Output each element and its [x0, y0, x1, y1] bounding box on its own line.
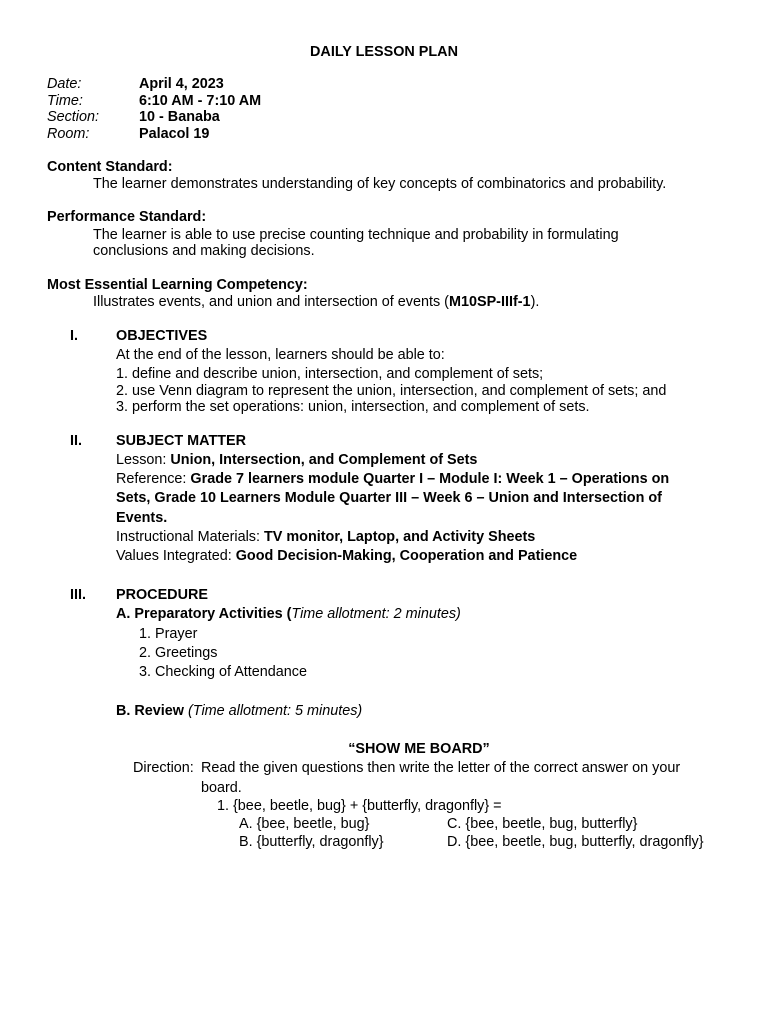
lesson-line [116, 452, 477, 469]
objective-item: 3. perform the set operations: union, intersection, and complement of sets. [116, 399, 590, 415]
values-value: Good Decision-Making, Cooperation and Patience [235, 548, 578, 564]
lesson-label: Lesson: [116, 452, 171, 468]
materials-label: Instructional Materials: [116, 529, 264, 545]
review-time: (Time allotment: 5 minutes) [187, 703, 363, 719]
values-label: Values Integrated: [116, 548, 236, 564]
objective-item: 2. use Venn diagram to represent the union, intersection, and complement of sets; and [116, 383, 667, 399]
values-line [116, 548, 577, 565]
choice-c: C. {bee, beetle, bug, butterfly} [447, 816, 638, 832]
document-title: DAILY LESSON PLAN [310, 44, 458, 60]
performance-standard-heading: Performance Standard: [47, 209, 207, 225]
reference-line [116, 471, 669, 488]
time-label: Time: [47, 93, 83, 109]
objectives-intro: At the end of the lesson, learners should be able to: [116, 347, 445, 363]
subject-matter-heading: SUBJECT MATTER [116, 433, 247, 449]
direction-line1: Read the given questions then write the letter of the correct answer on your [201, 760, 681, 776]
melc-text [93, 294, 539, 311]
materials-value: TV monitor, Laptop, and Activity Sheets [263, 529, 536, 545]
prep-activities-line [116, 606, 461, 623]
section-label: Section: [47, 109, 99, 125]
review-line [116, 703, 362, 720]
prep-item: 2. Greetings [139, 645, 218, 661]
question-1: 1. {bee, beetle, bug} + {butterfly, dragonfly} = [217, 798, 502, 814]
section-value: 10 - Banaba [139, 109, 220, 125]
reference-label: Reference: [116, 471, 191, 487]
content-standard-heading: Content Standard: [47, 159, 173, 175]
subject-matter-numeral: II. [70, 433, 82, 449]
materials-line [116, 529, 535, 546]
room-value: Palacol 19 [139, 126, 210, 142]
lesson-value: Union, Intersection, and Complement of Sets [170, 452, 478, 468]
reference-line2: Sets, Grade 10 Learners Module Quarter III – Week 6 – Union and Intersection of [116, 490, 662, 506]
reference-line3: Events. [116, 510, 168, 526]
reference-line1: Grade 7 learners module Quarter I – Module I: Week 1 – Operations on [190, 471, 670, 487]
performance-standard-line2: conclusions and making decisions. [93, 243, 315, 259]
objective-item: 1. define and describe union, intersection, and complement of sets; [116, 366, 544, 382]
date-value: April 4, 2023 [139, 76, 224, 92]
prep-activities-time: Time allotment: 2 minutes) [291, 606, 461, 622]
prep-activities-heading: A. Preparatory Activities ( [116, 606, 292, 622]
melc-text-after: ). [530, 294, 540, 310]
activity-title: “SHOW ME BOARD” [348, 741, 490, 757]
objectives-numeral: I. [70, 328, 78, 344]
procedure-numeral: III. [70, 587, 86, 603]
procedure-heading: PROCEDURE [116, 587, 208, 603]
objectives-heading: OBJECTIVES [116, 328, 208, 344]
direction-label: Direction: [133, 760, 194, 776]
time-value: 6:10 AM - 7:10 AM [139, 93, 262, 109]
choice-d: D. {bee, beetle, bug, butterfly, dragonfly} [447, 834, 704, 850]
melc-text-before: Illustrates events, and union and intersection of events ( [93, 294, 449, 310]
date-label: Date: [47, 76, 82, 92]
review-heading: B. Review [116, 703, 184, 719]
prep-item: 1. Prayer [139, 626, 198, 642]
direction-line2: board. [201, 780, 242, 796]
melc-code: M10SP-IIIf-1 [448, 294, 531, 310]
content-standard-text: The learner demonstrates understanding of key concepts of combinatorics and probability. [93, 176, 667, 192]
room-label: Room: [47, 126, 90, 142]
melc-heading: Most Essential Learning Competency: [47, 277, 308, 293]
choice-b: B. {butterfly, dragonfly} [239, 834, 384, 850]
prep-item: 3. Checking of Attendance [139, 664, 308, 680]
choice-a: A. {bee, beetle, bug} [239, 816, 370, 832]
performance-standard-line1: The learner is able to use precise counting technique and probability in formulating [93, 227, 619, 243]
